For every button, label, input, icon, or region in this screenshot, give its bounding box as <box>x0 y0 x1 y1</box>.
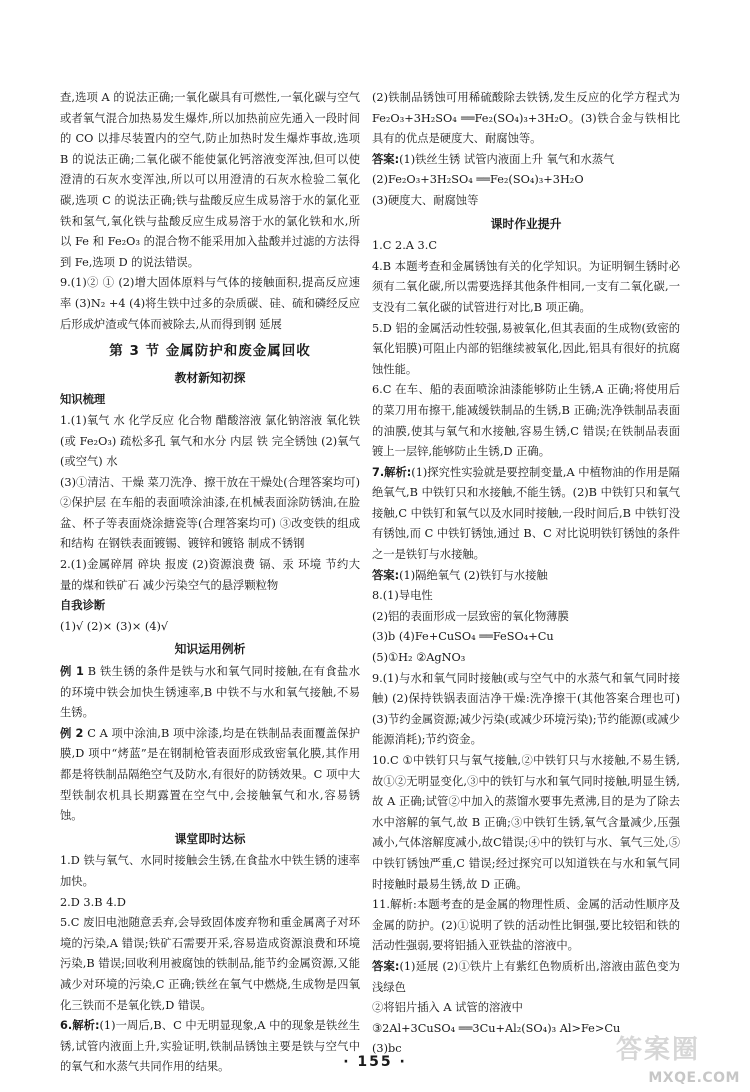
answer-paragraph <box>372 463 680 566</box>
answer-paragraph: (3)①清洁、干燥 菜刀洗净、擦干放在干燥处(合理答案均可) ②保护层 在车船的表面喷涂油漆,在机械表面涂防锈油,在脸盆、杯子等表面烧涂搪瓷等(合理答案均可) ③改变铁的组成和结构 在钢铁表面镀锡、镀锌和镀铬 制成不锈钢 <box>60 475 360 551</box>
answer-paragraph: (2)铁制品锈蚀可用稀硫酸除去铁锈,发生反应的化学方程式为 Fe₂O₃+3H₂SO₄ ══Fe₂(SO₄)₃+3H₂O。(3)铁合金与铁相比具有的优点是硬度大、耐腐蚀等。 <box>372 91 680 146</box>
answer-paragraph: 9.(1)与水和氧气同时接触(或与空气中的水蒸气和氧气同时接触) (2)保持铁锅表面洁净干燥:洗净擦干(其他答案合理也可) (3)节约金属资源;减少污染(或减少环境污染);节约能源(或减少能源消耗);节约资金。 <box>372 671 680 747</box>
answer-paragraph: 9.(1)② ① (2)增大固体原料与气体的接触面积,提高反应速率 (3)N₂ +4 (4)将生铁中过多的杂质碳、硅、硫和磷经反应后形成炉渣或气体而被除去,从而得到钢 延展 <box>60 276 360 331</box>
watermark-logo: 答案圈 <box>616 1035 701 1065</box>
answer-paragraph: 6.C 在车、船的表面喷涂油漆能够防止生锈,A 正确;将使用后的菜刀用布擦干,能减缓铁制品的生锈,B 正确;洗净铁制品表面的油膜,使其与氧气和水接触,容易生锈,C 错误;在铁制品表面镀上一层锌,能够防止生锈,D 正确。 <box>372 383 680 459</box>
example-paragraph <box>60 662 360 724</box>
subsection-title: 知识运用例析 <box>174 642 246 657</box>
answer-text: (1)铁丝生锈 试管内液面上升 氧气和水蒸气 <box>399 152 615 166</box>
label-self-check: 自我诊断 <box>60 599 106 613</box>
answer-paragraph: (3)b (4)Fe+CuSO₄ ══FeSO₄+Cu <box>372 630 554 644</box>
example-paragraph <box>60 724 360 827</box>
answer-paragraph: 8.(1)导电性 <box>372 589 433 603</box>
answer-paragraph: (3)硬度大、耐腐蚀等 <box>372 193 479 207</box>
answer-label: 答案: <box>372 152 400 166</box>
answer-paragraph: 5.C 废旧电池随意丢弃,会导致固体废弃物和重金属离子对环境的污染,A 错误;铁矿石需要开采,容易造成资源浪费和环境污染,B 错误;回收利用被腐蚀的铁制品,能节约金属资源,又能减少对环境的污染,C 正确;铁丝在氧气中燃烧,生成物是四氧化三铁而不是氧化铁,D 错误。 <box>60 916 360 1012</box>
answer-paragraph: 1.C 2.A 3.C <box>372 239 437 253</box>
answer-paragraph <box>372 150 680 171</box>
answer-paragraph: 1.D 铁与氧气、水同时接触会生锈,在食盐水中铁生锈的速率加快。 <box>60 854 360 888</box>
answer-paragraph: (5)①H₂ ②AgNO₃ <box>372 651 466 665</box>
analysis-label: 7.解析: <box>372 465 412 479</box>
watermark <box>590 1035 740 1088</box>
answer-paragraph <box>372 566 680 587</box>
analysis-label: 6.解析: <box>60 1019 100 1033</box>
answer-paragraph: 2.D 3.B 4.D <box>60 895 126 909</box>
example-label: 例 1 <box>60 665 84 679</box>
answer-paragraph: ②将铝片插入 A 试管的溶液中 <box>372 1001 523 1015</box>
answer-paragraph: (3)bc <box>372 1042 402 1056</box>
section-title: 第 3 节 金属防护和废金属回收 <box>109 343 311 360</box>
analysis-text: (1)一周后,B、C 中无明显现象,A 中的现象是铁丝生锈,试管内液面上升,实验证明,铁制品锈蚀主要是铁与空气中的氧气和水蒸气共同作用的结果。 <box>60 1019 360 1074</box>
subsection-title: 课堂即时达标 <box>174 831 246 846</box>
answer-paragraph: 1.(1)氧气 水 化学反应 化合物 醋酸溶液 氯化钠溶液 氧化铁(或 Fe₂O₃) 疏松多孔 氧气和水分 内层 铁 完全锈蚀 (2)氧气(或空气) 水 <box>60 413 360 469</box>
watermark-url: MXQE.COM <box>648 1070 740 1086</box>
label-knowledge: 知识梳理 <box>60 393 106 407</box>
answer-paragraph: (2)Fe₂O₃+3H₂SO₄ ══Fe₂(SO₄)₃+3H₂O <box>372 173 584 187</box>
answer-label: 答案: <box>372 959 400 973</box>
left-column <box>60 88 360 1078</box>
answer-paragraph: 5.D 铝的金属活动性较强,易被氧化,但其表面的生成物(致密的氧化铝膜)可阻止内部的铝继续被氧化,因此,铝具有很好的抗腐蚀性能。 <box>372 321 680 376</box>
page-number: · 155 · <box>343 1054 407 1070</box>
answer-paragraph: (1)√ (2)× (3)× (4)√ <box>60 619 169 633</box>
answer-paragraph: 4.B 本题考查和金属锈蚀有关的化学知识。为证明铜生锈时必须有二氧化碳,所以需要选择其他条件相同,一支有二氧化碳,一支没有二氧化碳的试管进行对比,B 项正确。 <box>372 259 680 314</box>
analysis-text: (1)探究性实验就是要控制变量,A 中植物油的作用是隔绝氧气,B 中铁钉只和水接触,不能生锈。(2)B 中铁钉只和氧气接触,C 中铁钉和氧气以及水同时接触,一段时间后,B 中铁钉没有锈蚀,而 C 中铁钉锈蚀,通过 B、C 对比说明铁钉锈蚀的条件之一是铁钉与水接触。 <box>372 465 680 562</box>
subsection-title: 课时作业提升 <box>490 216 562 231</box>
example-label: 例 2 <box>60 726 84 740</box>
answer-paragraph <box>372 957 680 998</box>
answer-text: (1)延展 (2)①铁片上有紫红色物质析出,溶液由蓝色变为浅绿色 <box>372 959 680 994</box>
subsection-title: 教材新知初探 <box>174 370 246 385</box>
right-column <box>372 88 680 1060</box>
answer-text: (1)隔绝氧气 (2)铁钉与水接触 <box>399 568 548 582</box>
answer-paragraph: 2.(1)金属碎屑 碎块 报废 (2)资源浪费 镉、汞 环境 节约大量的煤和铁矿石 减少污染空气的悬浮颗粒物 <box>60 558 360 592</box>
answer-paragraph: 查,选项 A 的说法正确;一氧化碳具有可燃性,一氧化碳与空气或者氧气混合加热易发生爆炸,所以加热前应先通入一段时间的 CO 以排尽装置内的空气,防止加热时发生爆炸事故,选项 B 的说法正确;二氧化碳不能使氯化钙溶液变浑浊,但可以使澄清的石灰水变浑浊,所以可以用澄清的石灰水检验二氧化碳,选项 C 的说法正确;铁与盐酸反应生成易溶于水的氯化亚铁和氢气,氧化铁与盐酸反应生成易溶于水的氯化铁和水,所以 Fe 和 Fe₂O₃ 的混合物不能采用加入盐酸并过滤的方法得到 Fe,选项 D 的说法错误。 <box>60 91 360 269</box>
answer-label: 答案: <box>372 568 400 582</box>
answer-paragraph: (2)铝的表面形成一层致密的氧化物薄膜 <box>372 609 569 623</box>
answer-paragraph: 11.解析:本题考查的是金属的物理性质、金属的活动性顺序及金属的防护。(2)①说明了铁的活动性比铜强,要比较铝和铁的活动性强弱,要将铝插入亚铁盐的溶液中。 <box>372 898 680 953</box>
example-text: C A 项中涂油,B 项中涂漆,均是在铁制品表面覆盖保护膜,D 项中“烤蓝”是在钢制枪管表面形成致密氧化膜,其作用都是将铁制品隔绝空气及防水,有很好的防锈效果。C 项中大型铁制农机具长期露置在空气中,会接触氧气和水,容易锈蚀。 <box>60 726 361 823</box>
answer-paragraph: ③2Al+3CuSO₄ ══3Cu+Al₂(SO₄)₃ Al>Fe>Cu <box>372 1021 621 1035</box>
example-text: B 铁生锈的条件是铁与水和氧气同时接触,在有食盐水的环境中铁会加快生锈速率,B 中铁不与水和氧气接触,不易生锈。 <box>60 665 360 720</box>
answer-paragraph: 10.C ①中铁钉只与氧气接触,②中铁钉只与水接触,不易生锈,故①②无明显变化,③中的铁钉与水和氧气同时接触,明显生锈,故 A 正确;试管②中加入的蒸馏水要事先煮沸,目的是为了除去水中溶解的氧气,故 B 正确;③中铁钉生锈,氧气含量减少,压强减小,气体溶解度减小,故C错误;④中的铁钉与水、氧气三处,⑤中铁钉锈蚀严重,C 错误;经过探究可以知道铁在与水和氧气同时接触时最易生锈,故 D 正确。 <box>372 754 680 891</box>
